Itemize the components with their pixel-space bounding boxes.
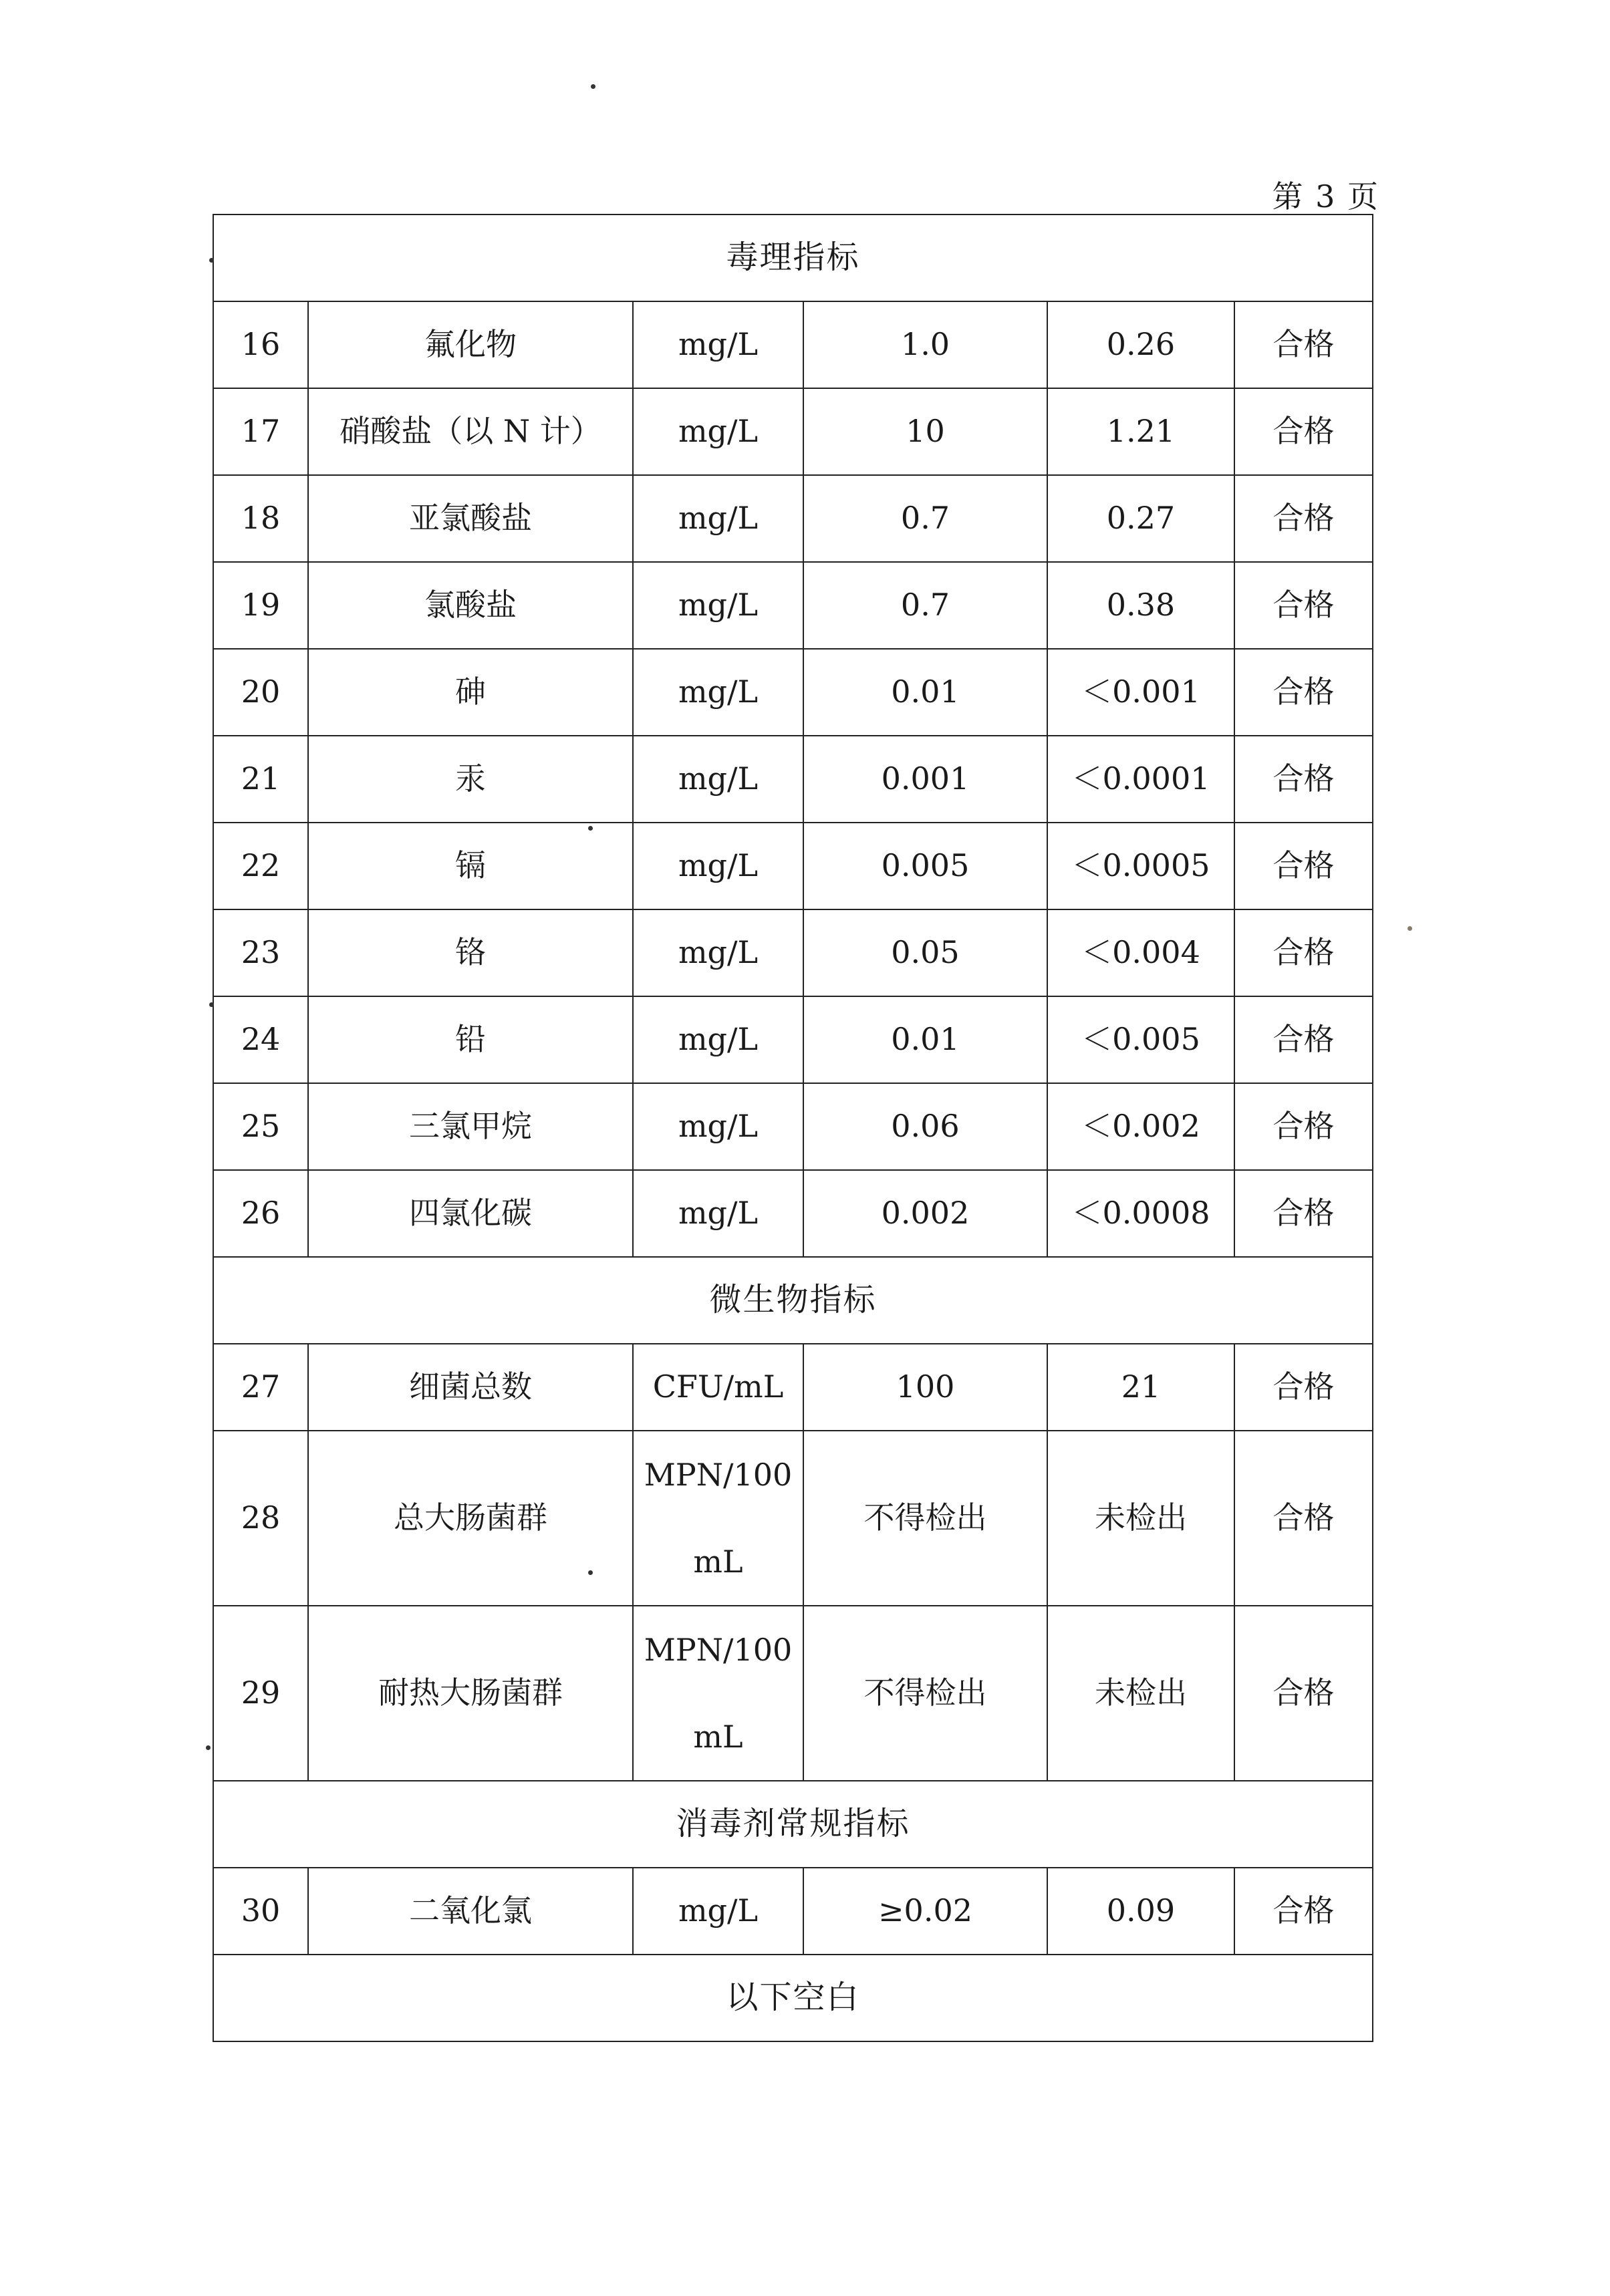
item-name: 铅	[308, 996, 633, 1083]
item-name: 总大肠菌群	[308, 1431, 633, 1606]
verdict: 合格	[1234, 1083, 1373, 1170]
scan-speck	[209, 1002, 214, 1007]
result: 1.21	[1047, 388, 1234, 475]
unit-line-1: MPN/100	[644, 1457, 793, 1493]
result: 0.09	[1047, 1868, 1234, 1955]
unit: CFU/mL	[633, 1344, 803, 1431]
result: ＜0.0001	[1047, 736, 1234, 823]
table-row	[213, 1431, 1373, 1606]
table-row	[213, 1868, 1373, 1955]
row-number: 26	[213, 1170, 308, 1257]
scan-speck	[209, 258, 214, 263]
section-row	[213, 1955, 1373, 2041]
row-number: 30	[213, 1868, 308, 1955]
verdict: 合格	[1234, 1170, 1373, 1257]
item-name: 三氯甲烷	[308, 1083, 633, 1170]
result: ＜0.0005	[1047, 823, 1234, 909]
section-row	[213, 214, 1373, 301]
row-number: 24	[213, 996, 308, 1083]
unit: mg/L	[633, 909, 803, 996]
item-name: 四氯化碳	[308, 1170, 633, 1257]
scan-speck	[1407, 926, 1412, 931]
row-number: 22	[213, 823, 308, 909]
row-number: 20	[213, 649, 308, 736]
item-name: 铬	[308, 909, 633, 996]
item-name: 硝酸盐（以 N 计）	[308, 388, 633, 475]
row-number: 28	[213, 1431, 308, 1606]
unit: mg/L	[633, 1170, 803, 1257]
end-blank-note: 以下空白	[213, 1955, 1373, 2041]
unit-line-2: mL	[693, 1719, 743, 1755]
item-name: 氯酸盐	[308, 562, 633, 649]
limit: 0.05	[803, 909, 1047, 996]
test-results-table	[213, 214, 1373, 2042]
item-name: 亚氯酸盐	[308, 475, 633, 562]
verdict: 合格	[1234, 996, 1373, 1083]
verdict: 合格	[1234, 1344, 1373, 1431]
result: 0.26	[1047, 301, 1234, 388]
row-number: 27	[213, 1344, 308, 1431]
limit: 10	[803, 388, 1047, 475]
item-name: 氟化物	[308, 301, 633, 388]
table-row	[213, 1606, 1373, 1781]
row-number: 25	[213, 1083, 308, 1170]
verdict: 合格	[1234, 909, 1373, 996]
unit: mg/L	[633, 649, 803, 736]
section-disinfectant: 消毒剂常规指标	[213, 1781, 1373, 1868]
section-row	[213, 1781, 1373, 1868]
table-row	[213, 1170, 1373, 1257]
unit-line-1: MPN/100	[644, 1632, 793, 1668]
result: 未检出	[1047, 1606, 1234, 1781]
row-number: 16	[213, 301, 308, 388]
result: ＜0.005	[1047, 996, 1234, 1083]
section-toxicology: 毒理指标	[213, 214, 1373, 301]
limit: 1.0	[803, 301, 1047, 388]
scan-speck	[588, 1570, 593, 1575]
limit: 不得检出	[803, 1606, 1047, 1781]
row-number: 23	[213, 909, 308, 996]
scan-speck	[591, 84, 595, 89]
result: ＜0.002	[1047, 1083, 1234, 1170]
result: ＜0.0008	[1047, 1170, 1234, 1257]
result: 21	[1047, 1344, 1234, 1431]
table-row	[213, 736, 1373, 823]
section-row	[213, 1257, 1373, 1344]
result: 0.38	[1047, 562, 1234, 649]
item-name: 二氧化氯	[308, 1868, 633, 1955]
result: 未检出	[1047, 1431, 1234, 1606]
item-name: 汞	[308, 736, 633, 823]
unit: mg/L	[633, 562, 803, 649]
verdict: 合格	[1234, 649, 1373, 736]
item-name: 耐热大肠菌群	[308, 1606, 633, 1781]
verdict: 合格	[1234, 475, 1373, 562]
table-row	[213, 388, 1373, 475]
item-name: 细菌总数	[308, 1344, 633, 1431]
unit: mg/L	[633, 736, 803, 823]
result: 0.27	[1047, 475, 1234, 562]
verdict: 合格	[1234, 388, 1373, 475]
limit: ≥0.02	[803, 1868, 1047, 1955]
row-number: 19	[213, 562, 308, 649]
limit: 0.7	[803, 475, 1047, 562]
verdict: 合格	[1234, 1606, 1373, 1781]
page-number: 第 3 页	[1272, 178, 1379, 214]
limit: 0.7	[803, 562, 1047, 649]
verdict: 合格	[1234, 736, 1373, 823]
limit: 0.001	[803, 736, 1047, 823]
row-number: 17	[213, 388, 308, 475]
unit	[633, 1431, 803, 1606]
table-row	[213, 823, 1373, 909]
section-microbiology: 微生物指标	[213, 1257, 1373, 1344]
verdict: 合格	[1234, 1868, 1373, 1955]
unit: mg/L	[633, 475, 803, 562]
scan-speck	[206, 1745, 211, 1750]
scan-speck	[588, 826, 593, 831]
row-number: 21	[213, 736, 308, 823]
result: ＜0.004	[1047, 909, 1234, 996]
verdict: 合格	[1234, 823, 1373, 909]
row-number: 29	[213, 1606, 308, 1781]
verdict: 合格	[1234, 562, 1373, 649]
unit: mg/L	[633, 388, 803, 475]
limit: 0.01	[803, 996, 1047, 1083]
table-row	[213, 909, 1373, 996]
table-row	[213, 649, 1373, 736]
limit: 不得检出	[803, 1431, 1047, 1606]
table-row	[213, 1344, 1373, 1431]
unit: mg/L	[633, 823, 803, 909]
unit-line-2: mL	[693, 1544, 743, 1580]
table-row	[213, 1083, 1373, 1170]
item-name: 镉	[308, 823, 633, 909]
limit: 0.01	[803, 649, 1047, 736]
limit: 0.06	[803, 1083, 1047, 1170]
item-name: 砷	[308, 649, 633, 736]
limit: 100	[803, 1344, 1047, 1431]
table-row	[213, 301, 1373, 388]
limit: 0.002	[803, 1170, 1047, 1257]
verdict: 合格	[1234, 1431, 1373, 1606]
table-row	[213, 996, 1373, 1083]
unit: mg/L	[633, 1868, 803, 1955]
unit: mg/L	[633, 301, 803, 388]
table-row	[213, 475, 1373, 562]
limit: 0.005	[803, 823, 1047, 909]
unit: mg/L	[633, 996, 803, 1083]
row-number: 18	[213, 475, 308, 562]
result: ＜0.001	[1047, 649, 1234, 736]
table-row	[213, 562, 1373, 649]
unit	[633, 1606, 803, 1781]
verdict: 合格	[1234, 301, 1373, 388]
unit: mg/L	[633, 1083, 803, 1170]
